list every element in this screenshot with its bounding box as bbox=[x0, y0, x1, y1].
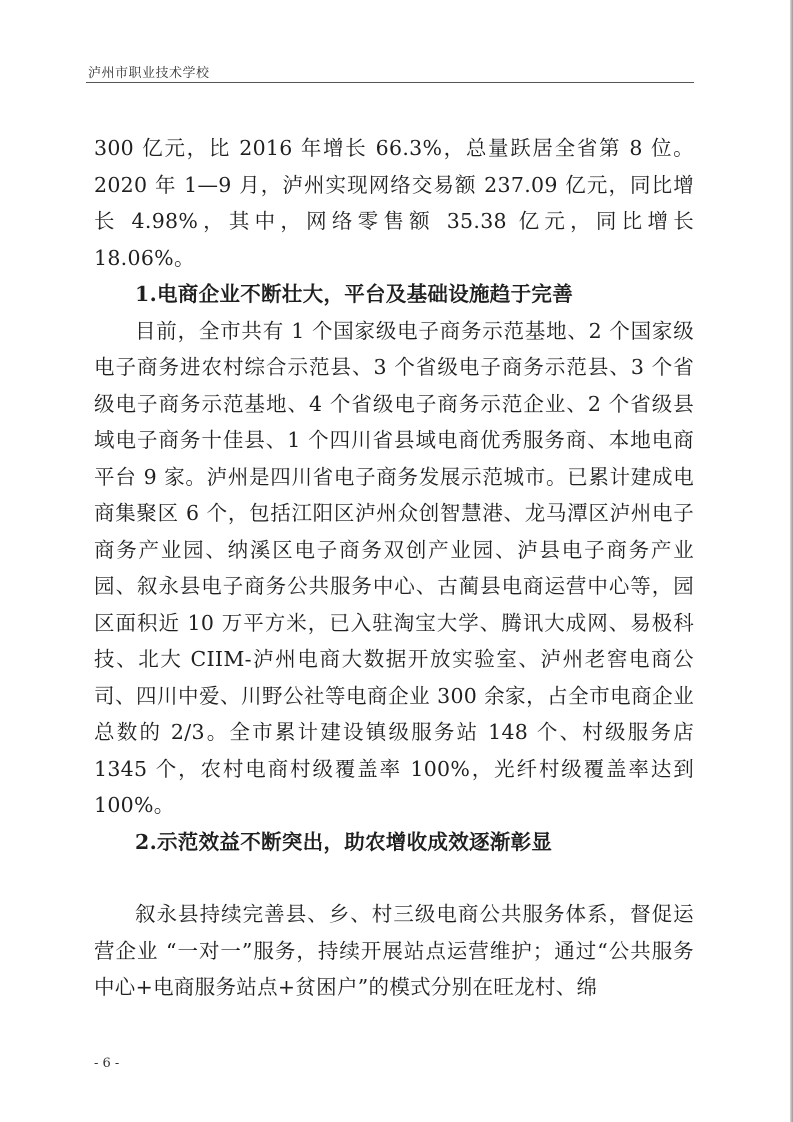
paragraph-enterprises: 目前，全市共有 1 个国家级电子商务示范基地、2 个国家级电子商务进农村综合示范县、3 个省级电子商务示范县、3 个省级电子商务示范基地、4 个省级电子商务示范企业、2 个省级县域电子商务十佳县、1 个四川省县域电商优秀服务商、本地电商平台 9 家。泸州是四川省电子商务发展示范城市。已累计建成电商集聚区 6 个，包括江阳区泸州众创智慧港、龙马潭区泸州电子商务产业园、纳溪区电子商务双创产业园、泸县电子商务产业园、叙永县电子商务公共服务中心、古蔺县电商运营中心等，园区面积近 10 万平方米，已入驻淘宝大学、腾讯大成网、易极科技、北大 CIIM-泸州电商大数据开放实验室、泸州老窖电商公司、四川中爱、川野公社等电商企业 300 余家，占全市电商企业总数的 2/3。全市累计建设镇级服务站 148 个、村级服务店 1345 个，农村电商村级覆盖率 100%，光纤村级覆盖率达到 100%。 bbox=[94, 318, 694, 817]
paragraph-gap bbox=[94, 860, 694, 896]
page-number: - 6 - bbox=[94, 1056, 120, 1071]
paragraph-continued: 300 亿元，比 2016 年增长 66.3%，总量跃居全省第 8 位。2020 年 1—9 月，泸州实现网络交易额 237.09 亿元，同比增长 4.98%，其中，网络零售额 35.38 亿元，同比增长 18.06%。 bbox=[94, 136, 694, 270]
header-divider bbox=[86, 82, 694, 83]
document-body bbox=[94, 130, 694, 1006]
section-heading-2: 2.示范效益不断突出，助农增收成效逐渐彰显 bbox=[135, 829, 553, 854]
page-header-title: 泸州市职业技术学校 bbox=[88, 66, 210, 81]
section-heading-1: 1.电商企业不断壮大，平台及基础设施趋于完善 bbox=[135, 282, 573, 306]
paragraph-xuyong: 叙永县持续完善县、乡、村三级电商公共服务体系，督促运营企业 “一对一”服务，持续开展站点运营维护；通过“公共服务中心+电商服务站点+贫困户”的模式分别在旺龙村、绵 bbox=[94, 902, 694, 999]
